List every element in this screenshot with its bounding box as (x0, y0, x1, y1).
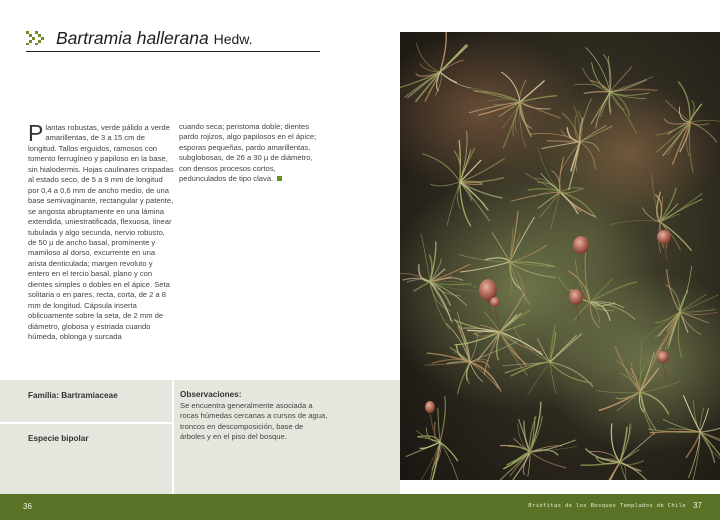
observations-heading: Observaciones: (180, 390, 242, 399)
info-box (0, 380, 400, 494)
description-text-2: cuando seca; peristoma doble; dientes pardo rojizos, algo papilosos en el ápice; esporas pequeñas, pardo amarillentas, subglobosas, de 26 a 30 µ de diámetro, con densos procesos cortos, pedunculados de tipo clava. (179, 122, 317, 184)
info-divider-vertical (172, 380, 174, 494)
end-mark-icon (277, 176, 282, 181)
page-number-right: 37 (693, 501, 702, 510)
page-title (56, 28, 253, 49)
species-author: Hedw. (213, 31, 253, 47)
moss-photo-image (400, 32, 720, 480)
description-column-2 (179, 122, 325, 185)
description-column-1 (28, 120, 174, 343)
description-text-1: lantas robustas, verde pálido a verde amarillentas, de 3 a 15 cm de longitud. Tallos erguidos, ramosos con tomento ferrugíneo y papiloso en la base, sin hialodermis. Hojas caulinares crispadas al estado seco, de 5 a 9 mm de longitud por 0,4 a 0,6 mm de ancho medio, de una base semivaginante, rectangular y patente, se angosta abruptamente en una lámina extendida, uniestratificada, flexuosa, linear tubulada y algo secunda, nervio robusto, de 50 µ de ancho basal, prominente y mamiloso al dorso, excurrente en una arista denticulada; margen revoluto y entero en el tercio basal, plano y con dientes simples o dobles en el ápice. Seta solitaria o en pares, recta, corta, de 2 a 8 mm de longitud. Cápsula inserta oblicuamente sobre la seta, de 2 mm de diámetro, globosa y estriada cuando húmeda, oblonga y surcada (28, 123, 174, 342)
species-name: Bartramia hallerana (56, 28, 209, 48)
moss-photo (400, 32, 720, 480)
observations-text: Se encuentra generalmente asociada a rocas húmedas cercanas a cursos de agua, troncos en descomposición, base de árboles y en el piso del bosque. (180, 401, 328, 442)
species-type-label: Especie bipolar (28, 434, 89, 443)
running-title: Briófitas de los Bosques Templados de Chile (528, 503, 686, 509)
page-header (26, 26, 320, 52)
drop-cap: P (28, 120, 44, 146)
double-arrow-icon (26, 31, 46, 45)
page-number-left: 36 (23, 502, 32, 511)
info-divider-horizontal (0, 422, 172, 424)
title-rule (26, 51, 320, 52)
family-label: Familia: Bartramiaceae (28, 391, 118, 400)
footer-bar (0, 494, 720, 520)
